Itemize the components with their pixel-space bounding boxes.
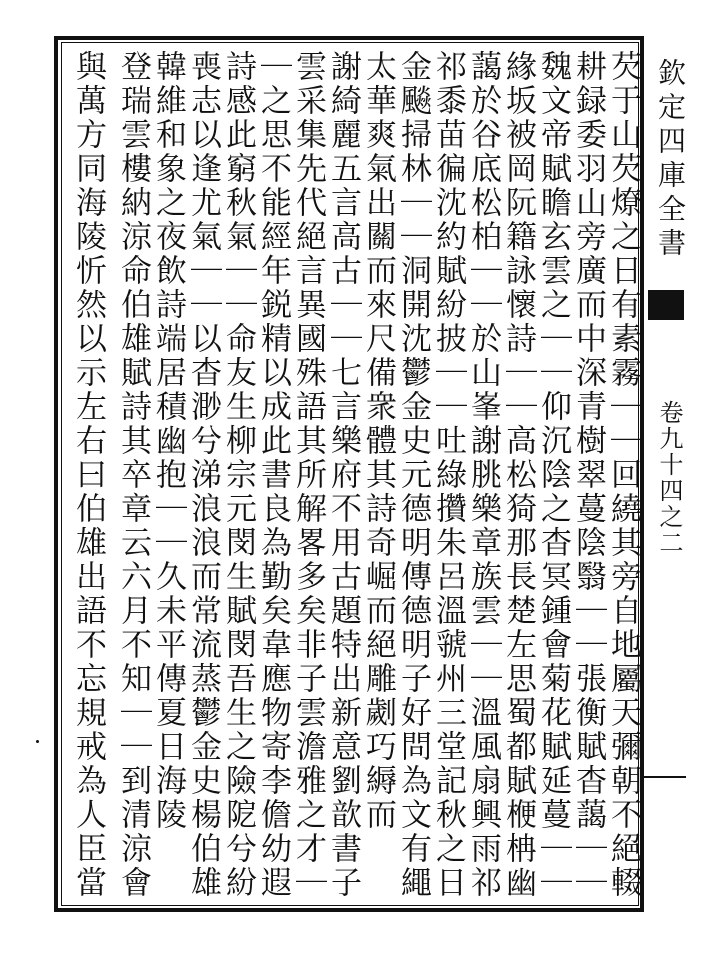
text-column: 登瑞雲樓納涼命伯雄賦詩其卒章云六月不知｜｜到清涼會: [115, 50, 151, 900]
text-column: 芡于山芡燎之日有素霧｜｜回繞其旁自地屬天彌朝不絕輟: [605, 50, 641, 900]
fish-tail-mark: [648, 290, 684, 320]
text-column: 喪志以逢尤氣｜｜以杳渺兮涕浪浪而常流蒸鬱金史楊伯雄: [185, 50, 221, 900]
text-column: 金飈掃林｜｜洞開沈鬱金史元德明傳德明子好問為文有繩: [395, 50, 431, 900]
text-column: 韓維和象之夜飲詩端居積幽抱｜｜久未平傳夏日海陵: [150, 50, 186, 832]
book-title: 欽定四庫全書: [654, 58, 687, 262]
text-column: ｜之思不能經年鋭精以成此書良為勤矣韋應物寄李儋幼遐: [255, 50, 291, 900]
text-column: 魏文帝賦瞻玄雲之｜｜仰沉陰之杳冥鍾會菊花賦延蔓｜｜: [535, 50, 571, 900]
text-column: 謝綺麗五言高古｜｜七言樂府不用古題特出新意劉歆書子: [325, 50, 361, 900]
text-column: 祁黍苗徧沈約賦紛披｜｜吐綠攢朱呂溫虢州三堂記秋之日: [430, 50, 466, 900]
text-column: 緣坂被岡阮籍詠懷詩｜｜高松猗那長楚左思蜀都賦楩柟幽: [500, 50, 536, 900]
text-column: 詩感此窮秋氣｜｜命友生柳宗元閔生賦閔吾生之險阸兮紛: [220, 50, 256, 900]
chapter-label: 卷九十四之二: [655, 400, 683, 556]
text-column: 藹於谷底松柏｜｜於山峯謝朓樂章族雲｜｜溫風扇興雨祁: [465, 50, 501, 900]
text-column: 雲采集先代絕言異國殊語其所解畧多矣非子雲澹雅之才｜: [290, 50, 326, 900]
text-column: 耕録委羽山旁廣而中深青樹翠蔓陰翳｜｜張衡賦杳藹｜｜: [570, 50, 606, 900]
stray-dot: [36, 740, 39, 743]
text-column: 與萬方同海陵忻然以示左右曰伯雄出語不忘規戒為人臣當: [70, 50, 106, 900]
text-column: 太華爽氣出關而來尺備衆體其詩奇崛而絕雕劌巧縟而: [360, 50, 396, 832]
margin-tick: [644, 776, 686, 778]
